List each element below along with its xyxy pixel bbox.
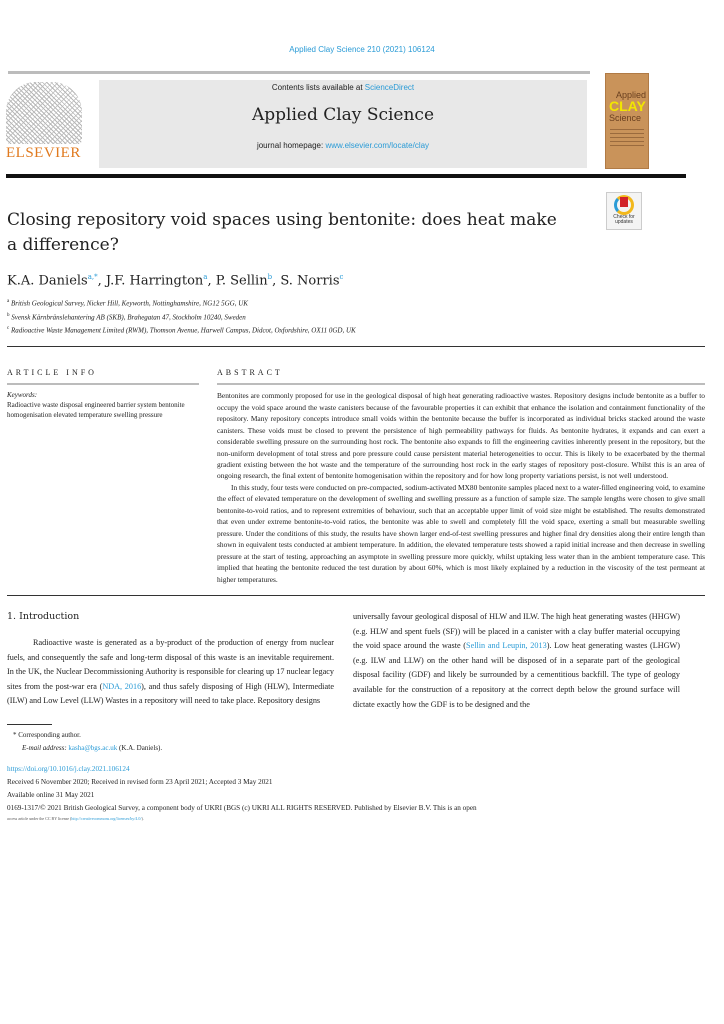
header-rule — [6, 174, 686, 178]
affiliation-sup: a — [7, 299, 10, 305]
sciencedirect-link[interactable]: ScienceDirect — [364, 83, 415, 92]
intro-left-column — [7, 610, 334, 712]
journal-title: Applied Clay Science — [251, 105, 435, 125]
intro-text: Radioactive waste is generated as a by-product of the production of energy from nuclear fuels, and consequently the safe and long-term disposal of this waste is an inevitable requirement. In the UK, the Nuclear Decommissioning Authority is responsible for clearing up 17 nuclear legacy sites from the post-war era ( — [7, 638, 334, 691]
article-info — [7, 367, 199, 585]
affiliation-text: British Geological Survey, Nicker Hill, Keyworth, Nottinghamshire, NG12 5GG, UK — [10, 299, 248, 308]
abstract-heading: ABSTRACT — [217, 368, 283, 378]
affiliation-text: Svensk Kärnbränslehantering AB (SKB), Brahegatan 47, Stockholm 10240, Sweden — [11, 312, 246, 321]
doi-link[interactable]: https://doi.org/10.1016/j.clay.2021.106124 — [7, 765, 130, 774]
homepage-link[interactable]: www.elsevier.com/locate/clay — [325, 141, 430, 150]
author-sup[interactable]: c — [339, 273, 344, 281]
affiliation — [7, 323, 705, 336]
divider — [7, 595, 705, 596]
email-label: E-mail address: — [22, 744, 69, 753]
email-suffix: (K.A. Daniels). — [117, 744, 163, 753]
license-link[interactable]: http://creativecommons.org/licenses/by/4.0/ — [71, 816, 142, 822]
intro-right-column — [353, 610, 680, 712]
intro-paragraph — [7, 636, 334, 709]
article-title: Closing repository void spaces using bentonite: does heat make a difference? — [7, 210, 557, 255]
author-list: K.A. Daniels$^{a,*}$, J.F. Harrington$^a$, P. Sellin$^b$, S. Norris$^c$ — [7, 273, 344, 289]
abstract-body — [217, 390, 705, 585]
received-dates: Received 6 November 2020; Received in revised form 23 April 2021; Accepted 3 May 2021 — [7, 778, 273, 787]
cover-text-lines — [610, 129, 644, 149]
citation-link[interactable]: NDA, 2016 — [102, 681, 142, 691]
front-grid — [7, 367, 705, 585]
cover-line3: Science — [609, 113, 642, 123]
intro-text: ), and thus safely disposing of High (HLW), Intermediate (ILW) and Low Level (LLW) Wastes in a repository will need to take place. Repository designs — [7, 681, 334, 706]
keywords-label: Keywords: — [7, 391, 38, 400]
title-row — [7, 196, 705, 258]
contents-line — [99, 83, 587, 92]
cover-line2: CLAY — [609, 98, 646, 114]
homepage-line — [99, 141, 587, 150]
keywords: Radioactive waste disposal engineered barrier system bentonite homogenisation elevated temperature swelling pressure — [7, 401, 185, 420]
email-link[interactable]: kasha@bgs.ac.uk — [68, 744, 118, 753]
author-name[interactable]: P. Sellin — [215, 273, 268, 289]
citation-link[interactable]: Sellin and Leupin, 2013 — [466, 641, 547, 651]
license-suffix: ). — [141, 816, 144, 822]
abstract-section — [217, 367, 705, 585]
article-info-heading: ARTICLE INFO — [7, 368, 97, 378]
article-info-rule — [7, 383, 199, 385]
affiliation — [7, 296, 705, 309]
top-rule — [8, 71, 590, 74]
license-prefix: access article under the CC BY license ( — [7, 816, 72, 822]
cover-line1: Applied — [615, 90, 646, 100]
available-online: Available online 31 May 2021 — [7, 791, 95, 800]
author-sup[interactable]: a,* — [87, 273, 98, 281]
running-head[interactable]: Applied Clay Science 210 (2021) 106124 — [289, 45, 435, 54]
check-updates-line1: Check for — [613, 214, 635, 220]
divider — [7, 346, 705, 347]
affiliation-text: Radioactive Waste Management Limited (RWM), Thomson Avenue, Harwell Campus, Didcot, Oxfordshire, OX11 0GD, UK — [10, 326, 356, 335]
check-updates-line2: updates — [615, 219, 633, 225]
author-sup[interactable]: b — [267, 273, 273, 281]
author-name[interactable]: J.F. Harrington — [105, 273, 204, 289]
footnotes — [7, 724, 705, 755]
section-heading: 1. Introduction — [7, 611, 80, 623]
elsevier-logo[interactable] — [6, 82, 82, 162]
intro-text: universally favour geological disposal of HLW and ILW. The high heat generating wastes (HHGW) (e.g. HLW and spent fuels (SF)) will be placed in a canister with a clay buffer material occupying the void space around the waste ( — [353, 612, 680, 651]
affiliation-sup: b — [7, 312, 10, 318]
abstract-paragraph: In this study, four tests were conducted on pre-compacted, sodium-activated MX80 bentonite samples placed next to a water-filled engineering void, to examine the effect of elevated temperature on the development of swelling and swelling pressure as a function of sample size. The sample lengths were chosen to give small bentonite-to-void ratios, and to represent extremities of behaviour, such that an acceptable upper limit of void size might be established. The results demonstrated that even under extreme bentonite-to-void ratios, the bentonite was able to swell and completely fill the void space, exerting a small but measurable swelling pressure. Under the conditions of this study, the results have shown larger end-of-test swelling pressures and higher final dry densities along their entire length than shown in equivalent tests conducted at ambient temperature. In addition, the elevated temperature tests showed a rapid initial increase and then decrease in swelling pressure at the start of testing, approaching an asymptote in swelling pressure more quickly, whilst uptaking less water than in the ambient temperature case. This implied that heating the bentonite reduced the test duration by about 60%, which is most likely explained by a reduction in the viscosity of the test permeant at higher temperatures. — [217, 482, 705, 584]
corresponding-author-note: * Corresponding author. — [13, 731, 81, 740]
abstract-rule — [217, 383, 705, 385]
publisher-name: ELSEVIER — [6, 145, 81, 161]
copyright-line: 0169-1317/© 2021 British Geological Survey, a component body of UKRI (BGS (c) UKRI ALL RIGHTS RESERVED. Published by Elsevier B.V. This is an open — [7, 804, 477, 813]
article-front-matter — [7, 196, 705, 823]
check-for-updates-button[interactable] — [606, 192, 642, 230]
intro-text: ). Low heat generating wastes (LHGW) (e.g. ILW and LLW) on the other hand will be disposed of in a separate part of the geological disposal facility (GDF) and likely be surrounded by a cementitious backfill. The type of geology available for the construction of a repository at the correct depth below the ground surface will dictate exactly how the GDF is to be designed and the — [353, 641, 680, 709]
article-meta — [7, 763, 705, 823]
author-name[interactable]: S. Norris — [280, 273, 340, 289]
contents-prefix: Contents lists available at — [271, 83, 365, 92]
journal-cover[interactable] — [605, 73, 649, 169]
email-line — [7, 742, 705, 755]
journal-banner — [99, 80, 587, 168]
tree-logo-icon — [6, 82, 82, 144]
affiliation — [7, 310, 705, 323]
introduction-section — [7, 610, 705, 712]
footnote-rule — [7, 724, 52, 725]
affiliation-list — [7, 296, 705, 336]
author-sup[interactable]: a — [203, 273, 208, 281]
abstract-paragraph: Bentonites are commonly proposed for use in the geological disposal of high heat generating radioactive wastes. Repository designs include bentonite as a buffer to occupy the void space around the waste canisters because of the favourable properties it can exhibit that enhance the isolation and containment functionality of the repository. Many repository concepts introduce small voids within the bentonite because the buffer is incorporated as individual bricks stacked around the waste canisters. These voids must be closed to prevent the persistence of high permeability pathways for fluids. As bentonite hydrates, it expands and can exert a considerable swelling pressure on the surrounding host rock. The bentonite also expands to fill the engineering cavities inherently present in the repository, but the non-uniform development of total stress and pore pressure could cause persistent material heterogeneities to occur. This is likely to be exacerbated by the thermal gradient existing between the hot waste and the temperature of the surrounding host rock in the early stages of repository post-closure. Whilst this is an area of ongoing research, the final extent of bentonite homogenisation within the repository and for how long property variations persist, is not well understood. — [217, 391, 705, 481]
homepage-prefix: journal homepage: — [256, 141, 326, 150]
affiliation-sup: c — [7, 325, 10, 331]
license-line — [7, 815, 705, 823]
check-updates-icon — [614, 195, 634, 215]
author-name[interactable]: K.A. Daniels — [7, 273, 88, 289]
